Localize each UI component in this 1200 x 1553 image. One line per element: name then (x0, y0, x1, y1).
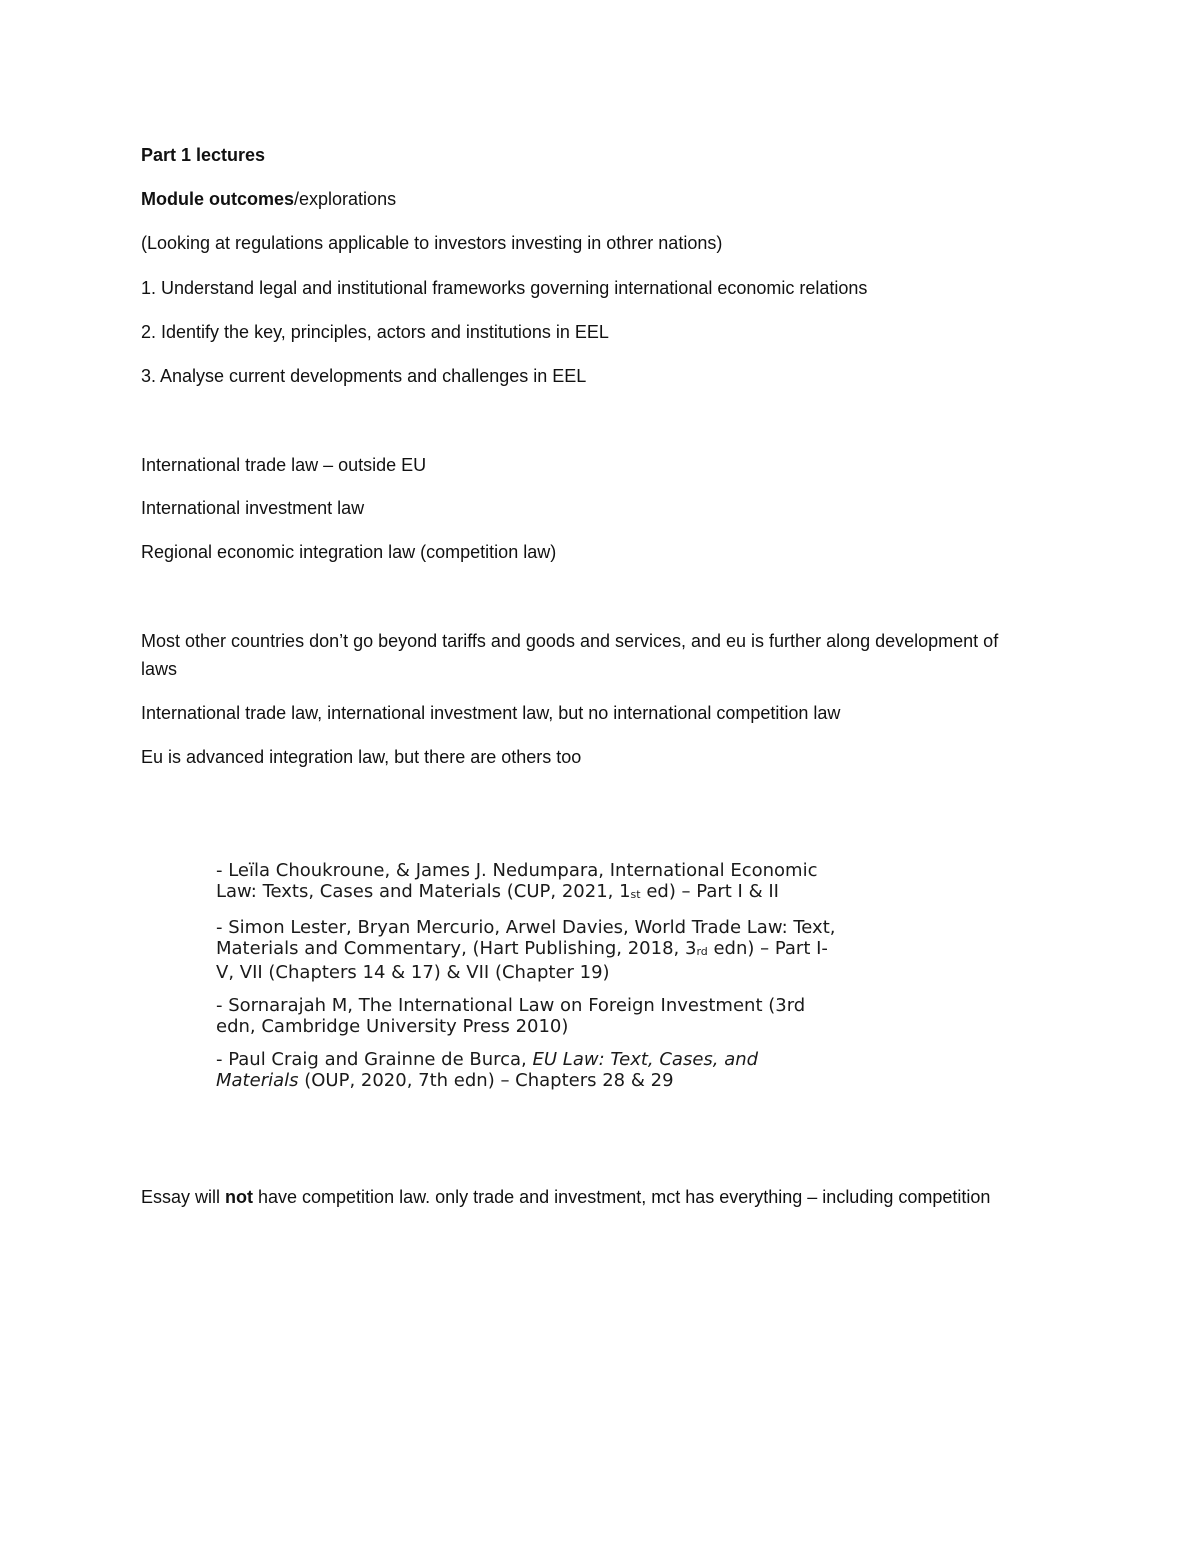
essay-note: Essay will not have competition law. only trade and investment, mct has everything – including competition (141, 1187, 991, 1207)
reference-3: - Sornarajah M, The International Law on Foreign Investment (3rd edn, Cambridge University Press 2010) (216, 995, 806, 1037)
essay-not-emphasis: not (225, 1187, 253, 1207)
reference-4: - Paul Craig and Grainne de Burca, EU Law: Text, Cases, and Materials (OUP, 2020, 7th edn) – Chapters 28 & 29 (216, 1049, 759, 1091)
outcome-2: 2. Identify the key, principles, actors and institutions in EEL (141, 322, 609, 342)
outcome-3: 3. Analyse current developments and challenges in EEL (141, 366, 587, 386)
module-outcomes-rest: /explorations (294, 189, 397, 209)
reference-2: - Simon Lester, Bryan Mercurio, Arwel Davies, World Trade Law: Text, Materials and Commentary, (Hart Publishing, 2018, $3_{rd}$ edn) – Part I-V, VII (Chapters 14 & 17) & VII (Chapter 19) (216, 917, 836, 983)
intro-text: (Looking at regulations applicable to investors investing in othrer nations) (141, 233, 723, 253)
area-regional-law: Regional economic integration law (competition law) (141, 542, 557, 562)
note-2: International trade law, international investment law, but no international competition law (141, 703, 841, 723)
page-heading: Part 1 lectures (141, 145, 266, 165)
references-image (216, 860, 836, 1103)
module-outcomes-label: Module outcomes (141, 189, 295, 209)
area-investment-law: International investment law (141, 498, 365, 518)
area-trade-law: International trade law – outside EU (141, 455, 427, 475)
module-outcomes-line (141, 185, 1021, 213)
note-1: Most other countries don’t go beyond tariffs and goods and services, and eu is further along development of laws (141, 631, 999, 679)
reference-1: - Leïla Choukroune, & James J. Nedumpara, International Economic Law: Texts, Cases and Materials (CUP, 2021, $1_{st}$ ed) – Part I & II (216, 860, 818, 902)
outcome-1: 1. Understand legal and institutional frameworks governing international economic relations (141, 278, 868, 298)
note-3: Eu is advanced integration law, but there are others too (141, 747, 582, 767)
